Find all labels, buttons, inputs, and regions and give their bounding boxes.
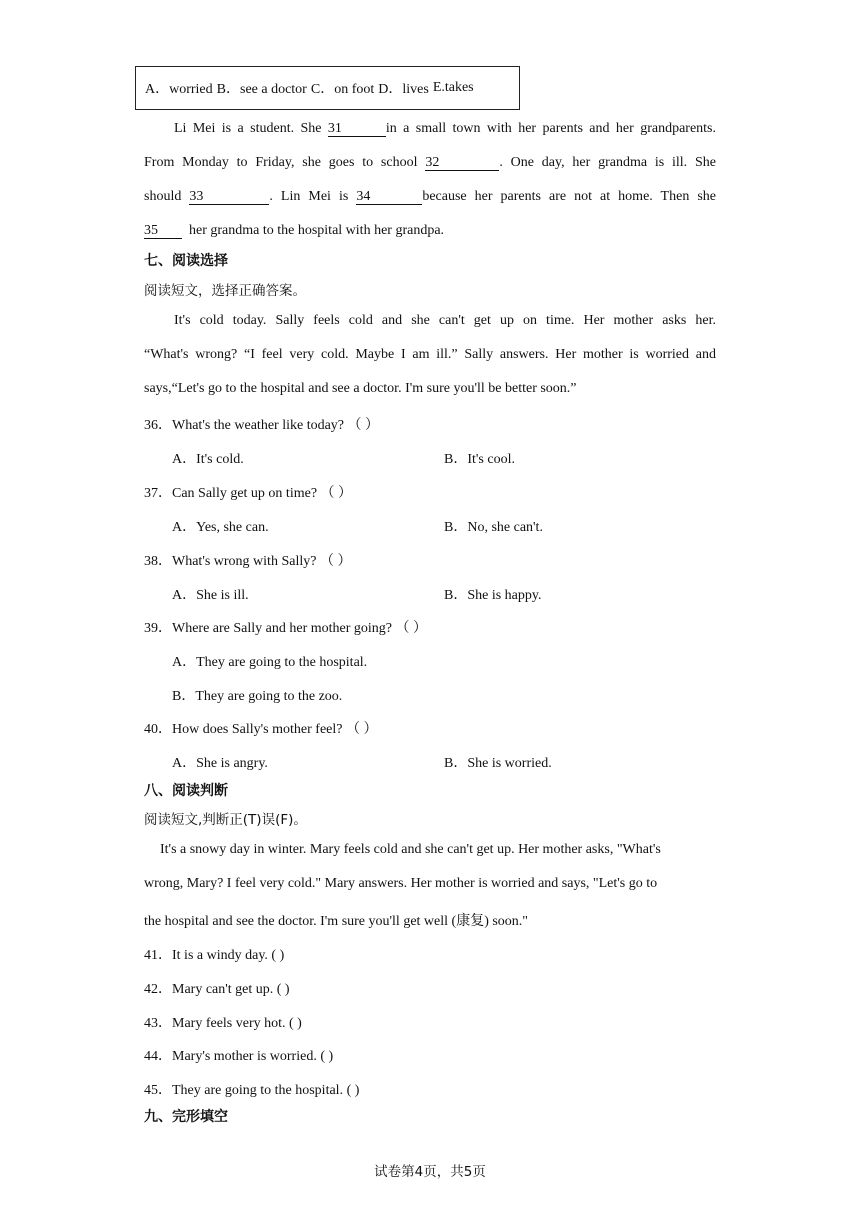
section-8-instruction: 阅读短文,判断正(T)误(F)。 (144, 812, 307, 828)
option-40-b: B．She is worried. (444, 756, 552, 771)
option-39-a: A．They are going to the hospital. (172, 655, 368, 670)
reading-passage-1-line-2: “What's wrong? “I feel very cold. Maybe I am ill.” Sally answers. Her mother is worried and (144, 347, 716, 362)
option-38-a: A．She is ill. (172, 588, 249, 603)
reading-passage-1-line-1: It's cold today. Sally feels cold and she can't get up on time. Her mother asks her. (174, 313, 716, 328)
cloze-line-4: 35 her grandma to the hospital with her grandpa. (144, 223, 445, 238)
question-39: 39．Where are Sally and her mother going? （ ） (144, 621, 428, 636)
option-39-b: B．They are going to the zoo. (172, 689, 343, 704)
cloze-line-3: should 33 . Lin Mei is 34 because her parents are not at home. Then she (144, 189, 717, 204)
section-7-instruction: 阅读短文，选择正确答案。 (144, 283, 306, 299)
option-37-a: A．Yes, she can. (172, 520, 269, 535)
blank-32: 32 (425, 156, 499, 171)
word-option-b: B．see a doctor (216, 82, 307, 97)
judge-item-45: 45．They are going to the hospital. ( ) (144, 1083, 360, 1098)
question-40: 40．How does Sally's mother feel? （ ） (144, 722, 378, 737)
reading-passage-1-line-3: says,“Let's go to the hospital and see a doctor. I'm sure you'll be better soon.” (144, 381, 577, 396)
judge-item-42: 42．Mary can't get up. ( ) (144, 982, 290, 997)
option-38-b: B．She is happy. (444, 588, 542, 603)
word-option-e: E.takes (432, 80, 474, 95)
judge-item-43: 43．Mary feels very hot. ( ) (144, 1016, 302, 1031)
word-option-d: D．lives (378, 82, 429, 97)
section-7-title: 七、阅读选择 (144, 253, 228, 269)
section-8-title: 八、阅读判断 (144, 783, 228, 799)
question-38: 38．What's wrong with Sally? （ ） (144, 554, 352, 569)
judge-item-41: 41．It is a windy day. ( ) (144, 948, 285, 963)
question-36: 36．What's the weather like today? （ ） (144, 418, 380, 433)
option-36-b: B．It's cool. (444, 452, 515, 467)
section-9-title: 九、完形填空 (144, 1109, 228, 1125)
judge-item-44: 44．Mary's mother is worried. ( ) (144, 1049, 334, 1064)
option-37-b: B．No, she can't. (444, 520, 543, 535)
cloze-line-2: From Monday to Friday, she goes to school 32 . One day, her grandma is ill. She (144, 155, 716, 170)
word-option-a: A．worried (145, 82, 213, 97)
blank-31: 31 (328, 122, 386, 137)
reading-passage-2-line-3: the hospital and see the doctor. I'm sure you'll get well (康复) soon." (144, 914, 529, 929)
question-37: 37．Can Sally get up on time? （ ） (144, 486, 353, 501)
page-footer: 试卷第4页，共5页 (374, 1164, 486, 1180)
option-36-a: A．It's cold. (172, 452, 244, 467)
word-option-c: C．on foot (310, 82, 375, 97)
blank-35: 35 (144, 224, 182, 239)
option-40-a: A．She is angry. (172, 756, 268, 771)
cloze-line-1: Li Mei is a student. She 31 in a small town with her parents and her grandparents. (174, 121, 716, 136)
word-bank-box (135, 66, 520, 110)
reading-passage-2-line-1: It's a snowy day in winter. Mary feels cold and she can't get up. Her mother asks, "What's (160, 842, 661, 857)
blank-33: 33 (189, 190, 269, 205)
blank-34: 34 (356, 190, 422, 205)
reading-passage-2-line-2: wrong, Mary? I feel very cold." Mary answers. Her mother is worried and says, "Let's go to (144, 876, 658, 891)
